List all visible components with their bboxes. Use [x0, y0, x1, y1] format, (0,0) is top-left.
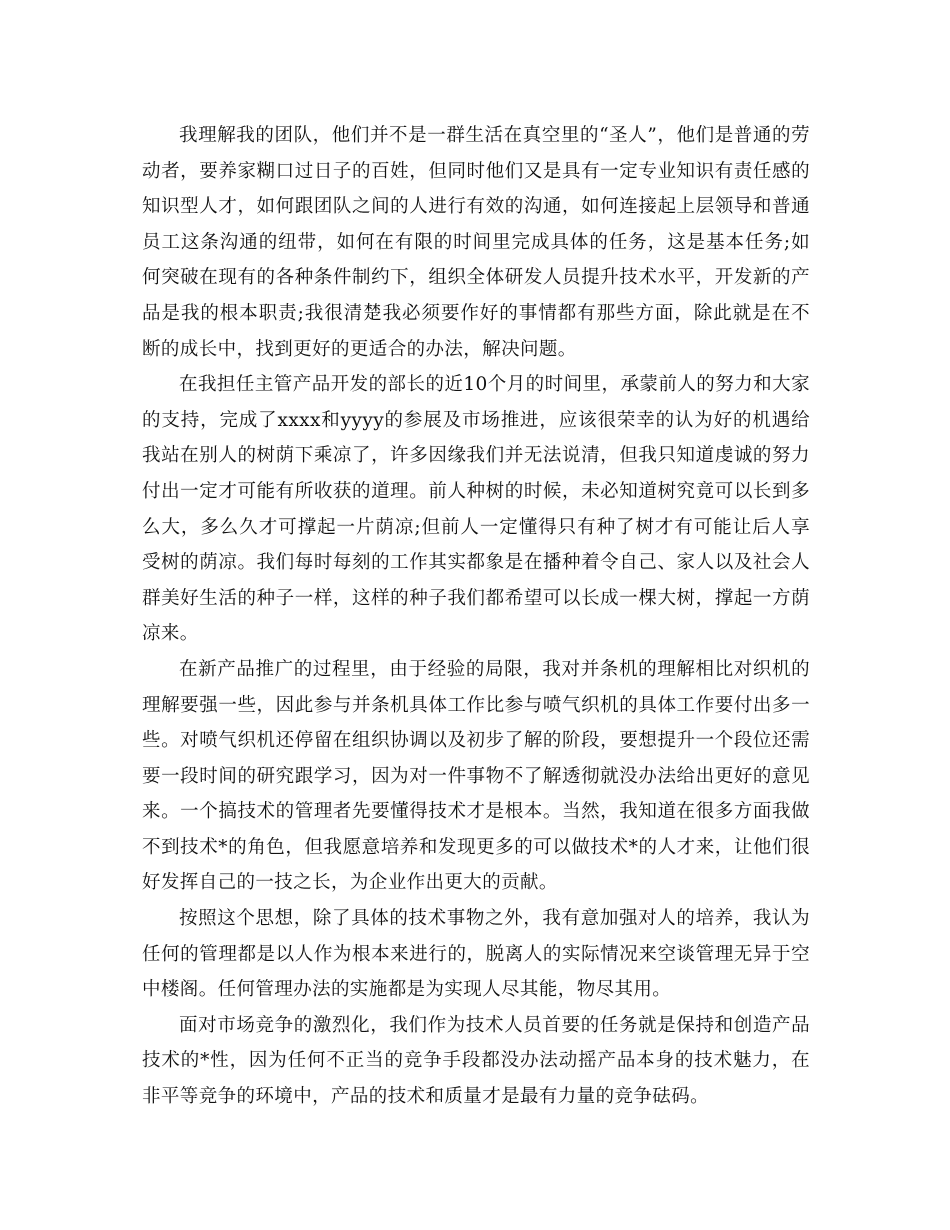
paragraph-team-understanding: 我理解我的团队，他们并不是一群生活在真空里的“圣人”，他们是普通的劳动者，要养家糊口过日子的百姓，但同时他们又是具有一定专业知识有责任感的知识型人才，如何跟团队之间的人进行有效的沟通，如何连接起上层领导和普通员工这条沟通的纽带，如何在有限的时间里完成具体的任务，这是基本任务;如何突破在现有的各种条件制约下，组织全体研发人员提升技术水平，开发新的产品是我的根本职责;我很清楚我必须要作好的事情都有那些方面，除此就是在不断的成长中，找到更好的更适合的办法，解决问题。	[142, 125, 810, 360]
paragraph-people-management: 按照这个思想，除了具体的技术事物之外，我有意加强对人的培养，我认为任何的管理都是以人作为根本来进行的，脱离人的实际情况来空谈管理无异于空中楼阁。任何管理办法的实施都是为实现人尽其能，物尽其用。	[142, 908, 810, 1001]
paragraph-market-competition: 面对市场竞争的激烈化，我们作为技术人员首要的任务就是保持和创造产品技术的*性，因为任何不正当的竞争手段都没办法动摇产品本身的技术魅力，在非平等竞争的环境中，产品的技术和质量才是最有力量的竞争砝码。	[142, 1014, 810, 1108]
paragraph-product-promotion: 在新产品推广的过程里，由于经验的局限，我对并条机的理解相比对织机的理解要强一些，因此参与并条机具体工作比参与喷气织机的具体工作要付出多一些。对喷气织机还停留在组织协调以及初步了解的阶段，要想提升一个段位还需要一段时间的研究跟学习，因为对一件事物不了解透彻就没办法给出更好的意见来。一个搞技术的管理者先要懂得技术才是根本。当然，我知道在很多方面我做不到技术*的角色，但我愿意培养和发现更多的可以做技术*的人才来，让他们很好发挥自己的一技之长，为企业作出更大的贡献。	[142, 658, 810, 894]
document-body	[142, 118, 810, 1115]
paragraph-ten-months-review: 在我担任主管产品开发的部长的近10个月的时间里，承蒙前人的努力和大家的支持，完成了xxxx和yyyy的参展及市场推进，应该很荣幸的认为好的机遇给我站在别人的树荫下乘凉了，许多因缘我们并无法说清，但我只知道虔诚的努力付出一定才可能有所收获的道理。前人种树的时候，未必知道树究竟可以长到多么大，多么久才可撑起一片荫凉;但前人一定懂得只有种了树才有可能让后人享受树的荫凉。我们每时每刻的工作其实都象是在播种着令自己、家人以及社会人群美好生活的种子一样，这样的种子我们都希望可以长成一棵大树，撑起一方荫凉来。	[142, 374, 810, 645]
